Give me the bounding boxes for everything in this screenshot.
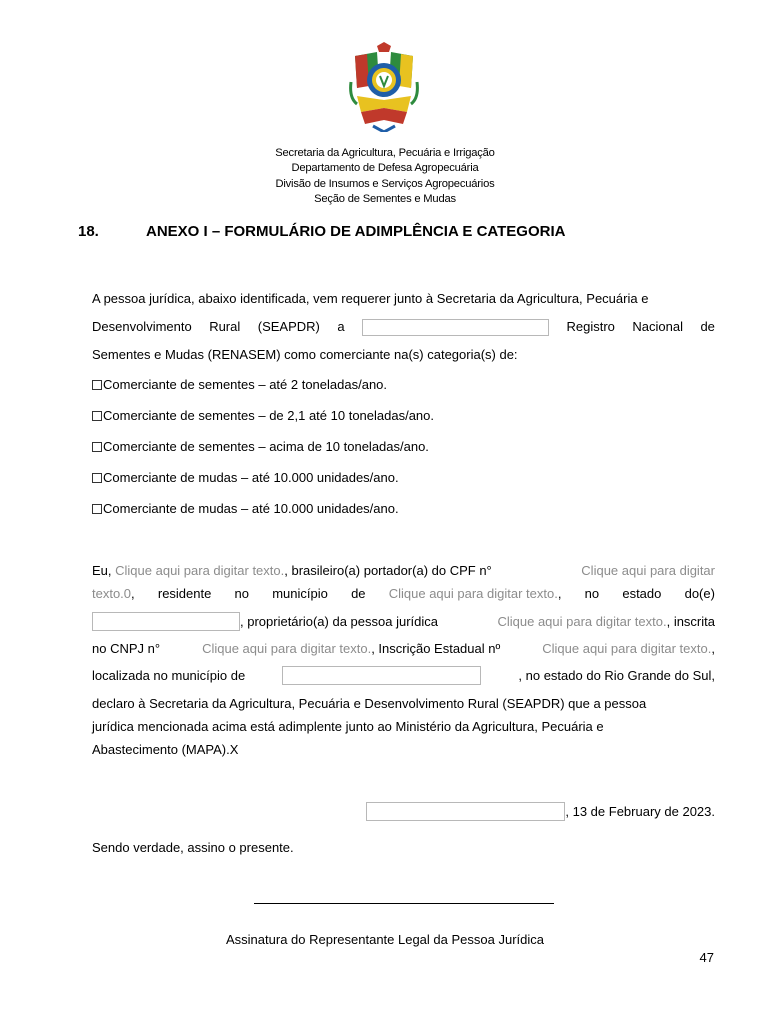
date-text: , 13 de February de 2023. [565,803,715,819]
decl-word: de [351,586,366,601]
section-heading: ANEXO I – FORMULÁRIO DE ADIMPLÊNCIA E CATEGORIA [146,223,566,240]
city-field[interactable] [366,802,565,821]
category-option[interactable] [92,500,715,518]
intro-word: Registro [566,319,615,334]
signature-line [254,903,554,904]
intro-word: Nacional [632,319,683,334]
category-label: Comerciante de mudas – até 10.000 unidades/ano. [103,470,399,485]
decl-text: , [131,586,135,601]
category-option[interactable] [92,376,715,394]
decl-text: , Inscrição Estadual nº [371,641,501,656]
header-line: Seção de Sementes e Mudas [314,193,456,206]
company-municipality-field[interactable] [282,666,481,685]
cpf-placeholder[interactable]: texto.0 [92,586,132,601]
decl-word: no [234,586,250,601]
decl-line-4 [92,640,715,658]
decl-text: , proprietário(a) da pessoa jurídica [240,613,438,629]
decl-text: , [711,641,715,656]
decl-line-1 [92,562,715,580]
decl-text: , inscrita [666,613,715,629]
decl-word: município [272,586,328,601]
page-number: 47 [699,950,714,965]
decl-line-7 [92,718,715,736]
decl-text: localizada no município de [92,667,246,683]
closing-text: Sendo verdade, assino o presente. [92,840,294,855]
intro-word: Rural [209,319,241,334]
decl-text: Eu, [92,563,112,578]
cpf-placeholder[interactable]: Clique aqui para digitar [581,563,715,578]
decl-word: estado [622,586,662,601]
decl-line-2 [92,585,715,603]
company-placeholder[interactable]: Clique aqui para digitar texto. [497,613,667,629]
decl-line-8 [92,741,715,759]
coat-of-arms-logo [349,42,419,132]
decl-line-6 [92,695,715,713]
category-option[interactable] [92,438,715,456]
seapdr-entity-field[interactable] [362,319,549,336]
checkbox[interactable] [92,473,102,483]
decl-text: declaro à Secretaria da Agricultura, Pecuária e Desenvolvimento Rural (SEAPDR) que a pessoa [92,696,647,711]
checkbox[interactable] [92,411,102,421]
checkbox[interactable] [92,442,102,452]
category-option[interactable] [92,469,715,487]
category-label: Comerciante de mudas – até 10.000 unidades/ano. [103,501,399,516]
category-option[interactable] [92,407,715,425]
intro-word: a [337,319,345,334]
intro-line-2 [92,318,715,336]
decl-word: no [584,586,600,601]
category-label: Comerciante de sementes – acima de 10 toneladas/ano. [103,439,429,454]
header-line: Divisão de Insumos e Serviços Agropecuários [275,177,495,190]
decl-word: do(e) [684,586,715,601]
signature-label: Assinatura do Representante Legal da Pessoa Jurídica [226,932,544,947]
intro-word: de [700,319,715,334]
state-registration-placeholder[interactable]: Clique aqui para digitar texto. [542,641,712,656]
name-placeholder[interactable]: Clique aqui para digitar texto. [115,563,285,578]
intro-word: Desenvolvimento [92,319,192,334]
municipality-placeholder[interactable]: Clique aqui para digitar texto. [388,586,558,601]
decl-line-5 [92,666,715,685]
header-line: Departamento de Defesa Agropecuária [291,162,479,175]
institution-header [0,146,770,208]
intro-word: (SEAPDR) [257,319,320,334]
cnpj-placeholder[interactable]: Clique aqui para digitar texto. [202,641,372,656]
category-label: Comerciante de sementes – até 2 toneladas/ano. [103,377,388,392]
closing-line [92,839,715,857]
decl-word: residente [157,586,212,601]
section-number: 18. [78,223,99,240]
checkbox[interactable] [92,380,102,390]
header-line: Secretaria da Agricultura, Pecuária e Irrigação [275,147,495,159]
state-field[interactable] [92,612,240,631]
decl-text: jurídica mencionada acima está adimplente junto ao Ministério da Agricultura, Pecuária e [92,719,604,734]
decl-text: , [557,586,562,601]
date-line [92,802,715,821]
decl-text: , no estado do Rio Grande do Sul, [518,667,715,683]
intro-text: Sementes e Mudas (RENASEM) como comerciante na(s) categoria(s) de: [92,347,518,362]
decl-text: , brasileiro(a) portador(a) do CPF n° [284,563,492,578]
decl-text: no CNPJ n° [92,641,161,656]
intro-text: A pessoa jurídica, abaixo identificada, vem requerer junto à Secretaria da Agricultura, Pecuária e [92,291,649,306]
checkbox[interactable] [92,504,102,514]
decl-text: Abastecimento (MAPA).X [92,742,239,757]
category-label: Comerciante de sementes – de 2,1 até 10 toneladas/ano. [103,408,434,423]
intro-line-3 [92,346,715,364]
decl-line-3 [92,612,715,631]
intro-line-1 [92,290,715,308]
